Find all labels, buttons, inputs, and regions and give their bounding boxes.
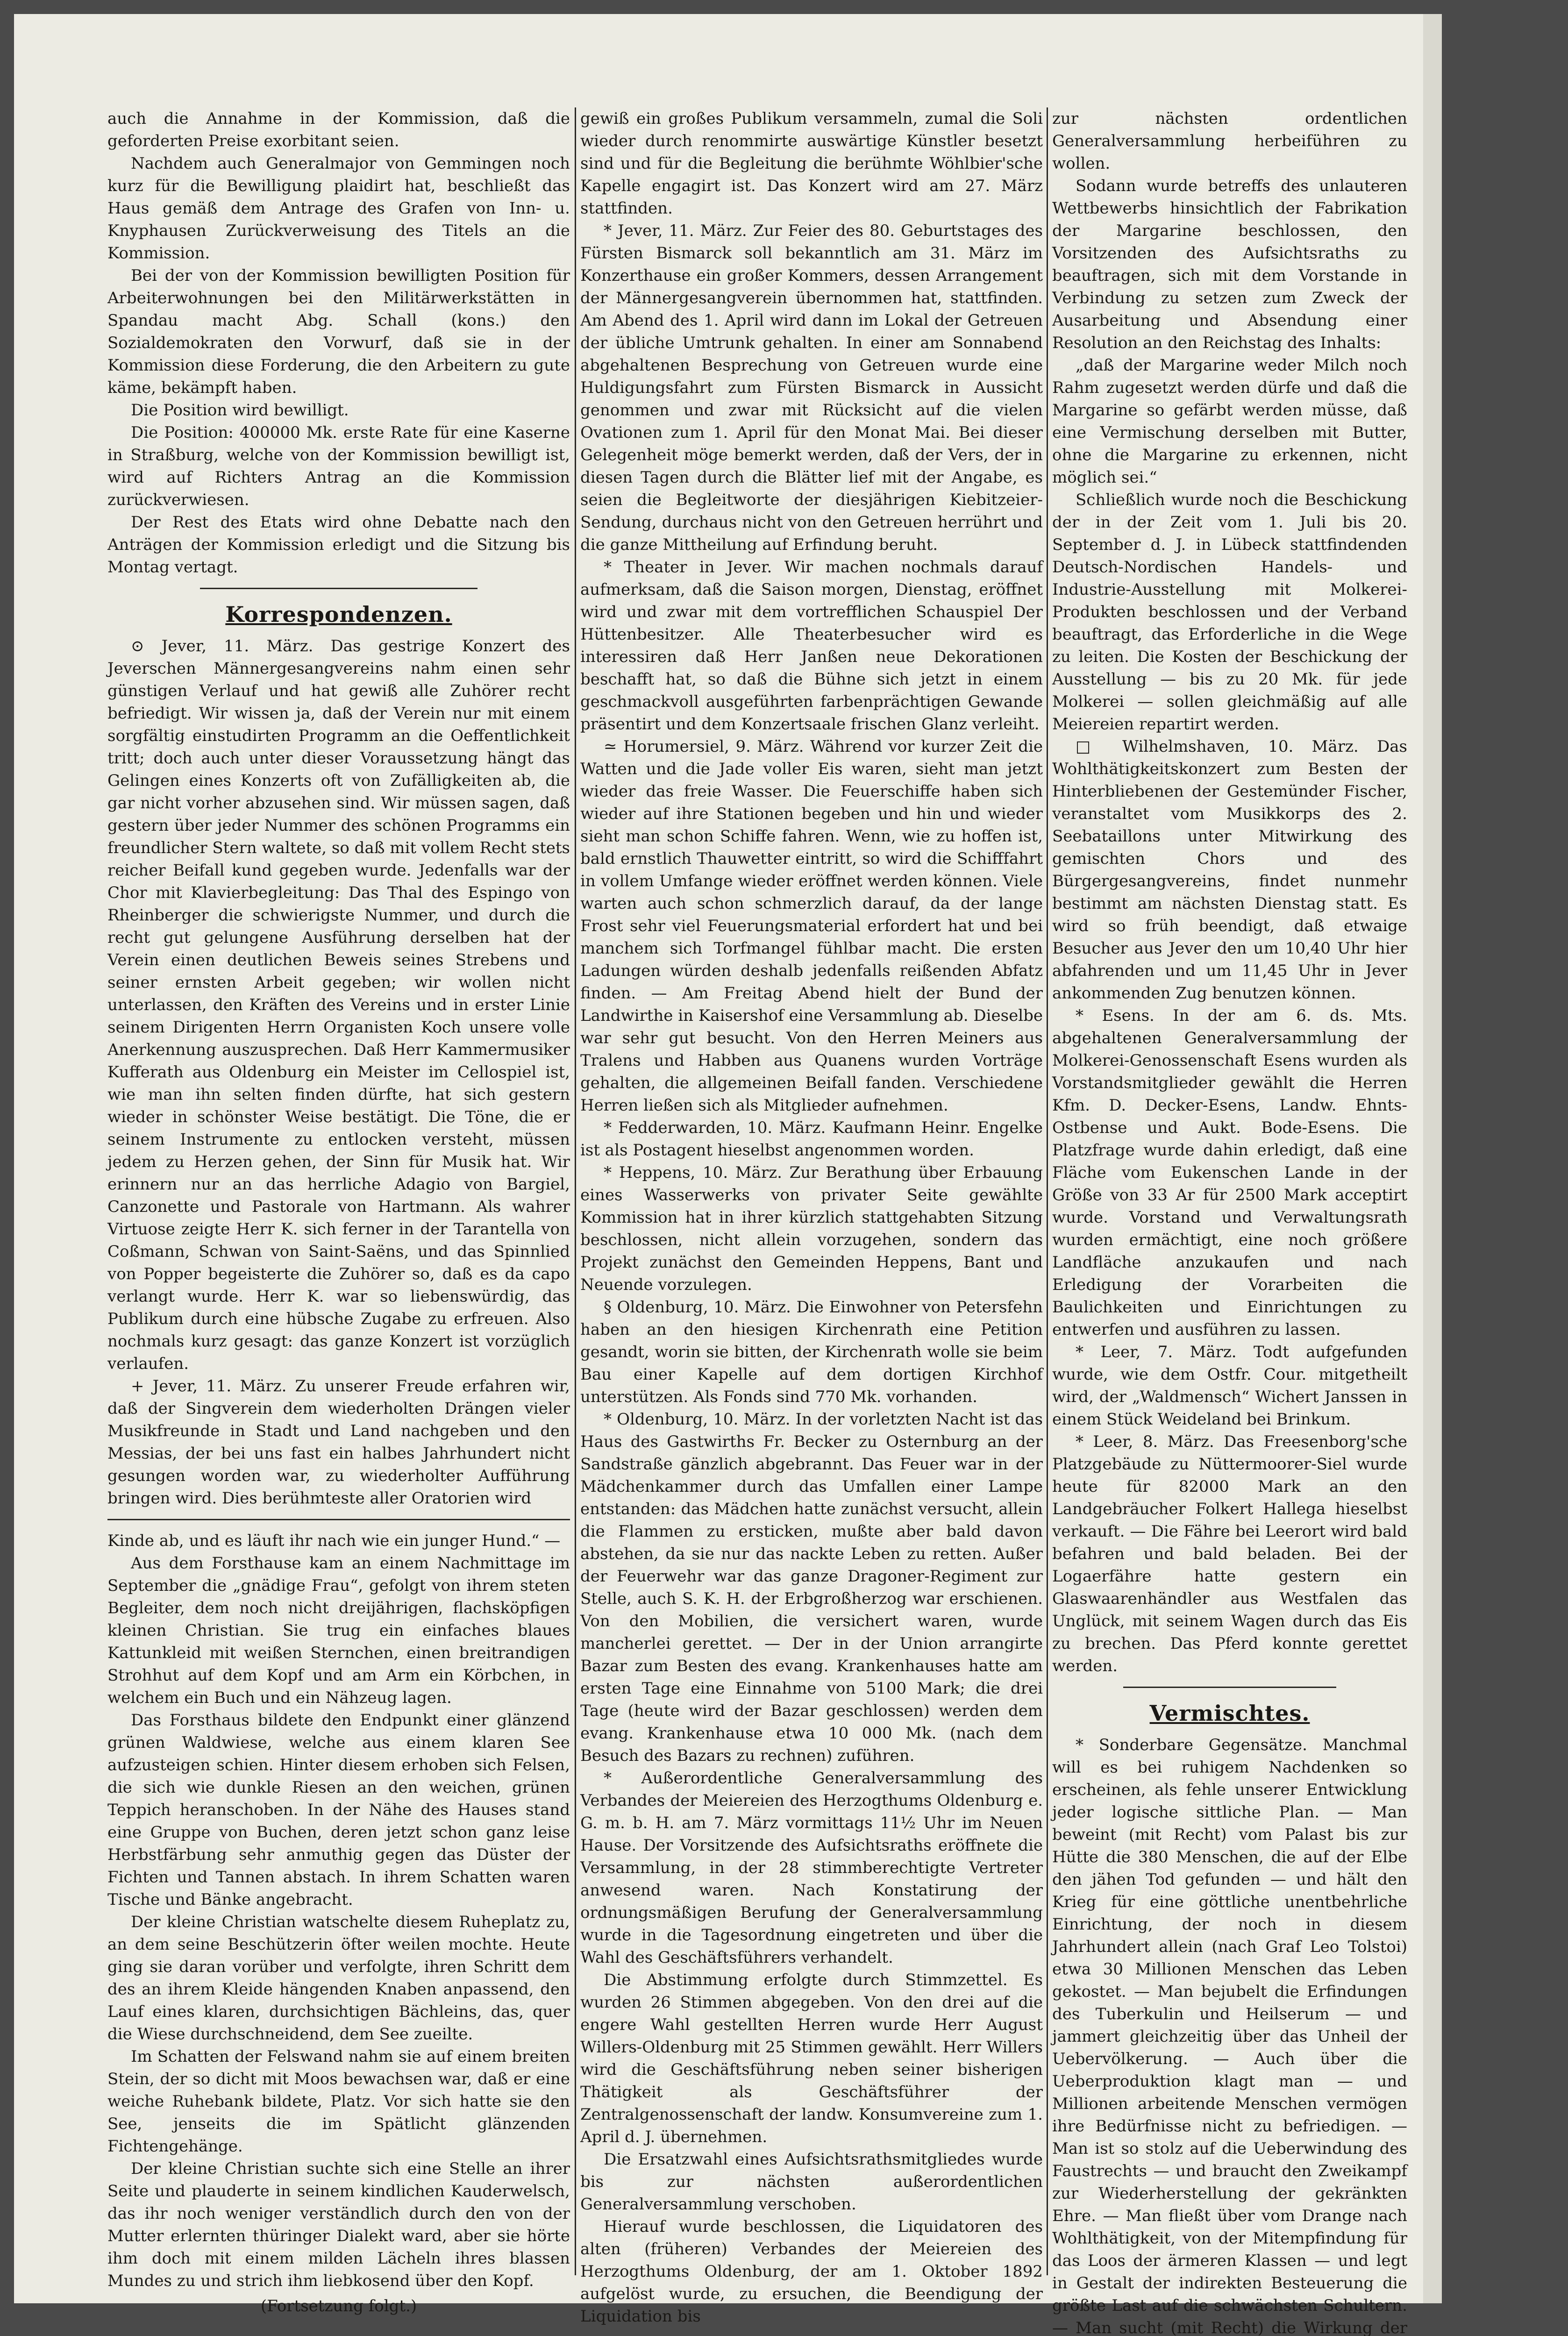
section-title-miscellaneous: Vermischtes.: [1149, 1701, 1310, 1726]
col2-para: * Außerordentliche Generalversammlung des Verbandes der Meiereien des Herzogthums Oldenburg e. G. m. b. H. am 7. März vormittags 11½ Uhr im Neuen Hause. Der Vorsitzende des Aufsichtsraths eröffnete die Versammlung, in der 28 stimmberechtigte Vertreter anwesend waren. Nach Konstatirung der ordnungsmäßigen Berufung der Generalversammlung wurde in die Tagesordnung eingetreten und über die Wahl des Geschäftsführers verhandelt.: [580, 1769, 1043, 1967]
col2-para: § Oldenburg, 10. März. Die Einwohner von Petersfehn haben an den hiesigen Kirchenrath eine Petition gesandt, worin sie bitten, der Kirchenrath wolle sie beim Bau einer Kapelle auf dem dortigen Kirchhof unterstützen. Als Fonds sind 770 Mk. vorhanden.: [580, 1298, 1043, 1406]
col2-para: Die Ersatzwahl eines Aufsichtsrathsmitgliedes wurde bis zur nächsten außerordentlichen Generalversammlung verschoben.: [580, 2150, 1043, 2214]
col2-para: * Theater in Jever. Wir machen nochmals darauf aufmerksam, daß die Saison morgen, Dienstag, eröffnet wird und zwar mit dem vortrefflichen Schauspiel Der Hüttenbesitzer. Alle Theaterbesucher wird es interessiren daß Herr Janßen neue Dekorationen beschafft hat, so daß die Bühne sich jetzt in einem geschmackvoll ausgeführten farbenprächtigen Gewande präsentirt und dem Konzertsaale frischen Glanz verleiht.: [580, 558, 1043, 734]
col2-para: Die Abstimmung erfolgte durch Stimmzettel. Es wurden 26 Stimmen abgegeben. Von den drei auf die engere Wahl gestellten Herren wurde Herr August Willers-Oldenburg mit 25 Stimmen gewählt. Herr Willers wird die Geschäftsführung neben seiner bisherigen Thätigkeit als Geschäftsführer der Zentralgenossenschaft der landw. Konsumvereine zum 1. April d. J. übernehmen.: [580, 1971, 1043, 2146]
col3-para: „daß der Margarine weder Milch noch Rahm zugesetzt werden dürfe und daß die Margarine so gefärbt werden müsse, daß eine Vermischung derselben mit Butter, ohne die Margarine zu erkennen, nicht möglich sei.“: [1052, 356, 1407, 487]
col3-para: * Leer, 8. März. Das Freesenborg'sche Platzgebäude zu Nüttermoorer-Siel wurde heute für 82000 Mark an den Landgebräucher Folkert Hallega hieselbst verkauft. — Die Fähre bei Leerort wird bald befahren und bald beladen. Bei der Logaerfähre hatte gestern ein Glaswaarenhändler aus Westfalen das Unglück, mit seinem Wagen durch das Eis zu brechen. Das Pferd konnte gerettet werden.: [1052, 1432, 1407, 1675]
col3-para: Schließlich wurde noch die Beschickung der in der Zeit vom 1. Juli bis 20. September d. J. in Lübeck stattfindenden Deutsch-Nordischen Handels- und Industrie-Ausstellung mit Molkerei-Produkten beschlossen und der Verband beauftragt, das Erforderliche in die Wege zu leiten. Die Kosten der Beschickung der Ausstellung — bis zu 20 Mk. für jede Molkerei — sollen gleichmäßig auf alle Meiereien repartirt werden.: [1052, 491, 1407, 734]
col3-para: * Esens. In der am 6. ds. Mts. abgehaltenen Generalversammlung der Molkerei-Genossenschaft Esens wurden als Vorstandsmitglieder gewählt die Herren Kfm. D. Decker-Esens, Landw. Ehnts-Ostbense und Aukt. Bode-Esens. Die Platzfrage wurde dahin erledigt, daß eine Fläche vom Eukenschen Lande in der Größe von 33 Ar für 2500 Mark acceptirt wurde. Vorstand und Verwaltungsrath wurden ermächtigt, eine noch größere Landfläche anzukaufen und nach Erledigung der Vorarbeiten die Baulichkeiten und Einrichtungen zu entwerfen und ausführen zu lassen.: [1052, 1006, 1407, 1339]
page-edge: [1423, 14, 1442, 2303]
col1-para: Bei der von der Kommission bewilligten Position für Arbeiterwohnungen bei den Militärwerkstätten in Spandau macht Abg. Schall (kons.) den Sozialdemokraten den Vorwurf, daß sie in der Kommission diese Forderung, die den Arbeitern zu gute käme, bekämpft haben.: [107, 266, 570, 397]
col2-para: * Jever, 11. März. Zur Feier des 80. Geburtstages des Fürsten Bismarck soll bekanntlich am 31. März im Konzerthause ein großer Kommers, dessen Arrangement der Männergesangverein übernommen hat, stattfinden. Am Abend des 1. April wird dann im Lokal der Getreuen der übliche Umtrunk gehalten. In einer am Sonnabend abgehaltenen Besprechung von Getreuen wurde eine Huldigungsfahrt zum Fürsten Bismarck in Aussicht genommen und zwar mit Rücksicht auf die vielen Ovationen zum 1. April für den Monat Mai. Bei dieser Gelegenheit möge bemerkt werden, daß der Vers, der in diesen Tagen durch die Blätter lief mit der Angabe, es seien die Begleitworte der diesjährigen Kiebitzeier-Sendung, durchaus nicht von den Getreuen herrührt und die ganze Mittheilung auf Erfindung beruht.: [580, 221, 1043, 554]
story-para: Aus dem Forsthause kam an einem Nachmittage im September die „gnädige Frau“, gefolgt von ihrem steten Begleiter, dem noch nicht dreijährigen, flachsköpfigen kleinen Christian. Sie trug ein einfaches blaues Kattunkleid mit weißen Sternchen, einen breitrandigen Strohhut auf dem Kopf und am Arm ein Körbchen, in welchem ein Buch und ein Nähzeug lagen.: [107, 1554, 570, 1707]
section-divider: [200, 588, 478, 589]
continued-note: (Fortsetzung folgt.): [260, 2297, 417, 2315]
col1-para: Die Position wird bewilligt.: [131, 401, 349, 420]
feuilleton-divider: [107, 1519, 570, 1520]
col3-para: Sodann wurde betreffs des unlauteren Wettbewerbs hinsichtlich der Fabrikation der Margarine beschlossen, den Vorsitzenden des Aufsichtsraths zu beauftragen, sich mit dem Vorstande in Verbindung zu setzen zum Zweck der Ausarbeitung und Absendung einer Resolution an den Reichstag des Inhalts:: [1052, 177, 1407, 352]
col3-para: zur nächsten ordentlichen Generalversammlung herbeiführen zu wollen.: [1052, 109, 1407, 173]
section-title-correspondence: Korrespondenzen.: [225, 602, 452, 627]
col1-report: + Jever, 11. März. Zu unserer Freude erfahren wir, daß der Singverein dem wiederholten Drängen vieler Musikfreunde in Stadt und Land nachgeben und den Messias, der bei uns fast ein halbes Jahrhundert nicht gesungen worden war, zu wiederholter Aufführung bringen wird. Dies berühmteste aller Oratorien wird: [107, 1377, 570, 1508]
story-para: Der kleine Christian watschelte diesem Ruheplatz zu, an dem seine Beschützerin öfter weilen mochte. Heute ging sie daran vorüber und verfolgte, ihren Schritt dem des an ihrem Kleide hängenden Knaben anpassend, den Lauf eines klaren, durchsichtigen Bächleins, das, quer die Wiese durchschneidend, dem See zueilte.: [107, 1913, 570, 2044]
col1-para: Der Rest des Etats wird ohne Debatte nach den Anträgen der Kommission erledigt und die Sitzung bis Montag vertagt.: [107, 513, 570, 577]
col1-report: ⊙ Jever, 11. März. Das gestrige Konzert des Jeverschen Männergesangvereins nahm einen sehr günstigen Verlauf und hat gewiß alle Zuhörer recht befriedigt. Wir wissen ja, daß der Verein nur mit einem sorgfältig einstudirten Programm an die Oeffentlichkeit tritt; doch auch unter dieser Voraussetzung hängt das Gelingen eines Konzerts oft von Zufälligkeiten ab, die gar nicht vorher abzusehen sind. Wir müssen sagen, daß gestern über jeder Nummer des schönen Programms ein freundlicher Stern waltete, so daß mit vollem Recht stets reicher Beifall kund gegeben wurde. Jedenfalls war der Chor mit Klavierbegleitung: Das Thal des Espingo von Rheinberger die schwierigste Nummer, und durch die recht gut gelungene Ausführung derselben hat der Verein einen deutlichen Beweis seines Strebens und seiner ernsten Arbeit gegeben; wir wollen nicht unterlassen, den Kräften des Vereins und in erster Linie seinem Dirigenten Herrn Organisten Koch unsere volle Anerkennung auszusprechen. Daß Herr Kammermusiker Kufferath aus Oldenburg ein Meister im Cellospiel ist, wie man ihn selten finden dürfte, hat sich gestern wieder in schönster Weise bestätigt. Die Töne, die er seinem Instrumente zu entlocken versteht, müssen jedem zu Herzen gehen, der Sinn für Musik hat. Wir erinnern nur an das herrliche Adagio von Bargiel, Canzonette und Pastorale von Hartmann. Als wahrer Virtuose zeigte Herr K. sich ferner in der Tarantella von Coßmann, Schwan von Saint-Saëns, und das Spinnlied von Popper begeisterte die Zuhörer so, daß es da capo verlangt wurde. Herr K. war so liebenswürdig, das Publikum durch eine hübsche Zugabe zu erfreuen. Also nochmals kurz gesagt: das ganze Konzert ist vorzüglich verlaufen.: [107, 637, 570, 1373]
column-rule: [575, 107, 576, 2275]
col2-para: * Fedderwarden, 10. März. Kaufmann Heinr. Engelke ist als Postagent hieselbst angenommen worden.: [580, 1118, 1043, 1160]
column-3: [1052, 107, 1407, 2336]
col2-para: * Heppens, 10. März. Zur Berathung über Erbauung eines Wasserwerks von privater Seite gewählte Kommission hat in ihrer kürzlich stattgehabten Sitzung beschlossen, nicht allein vorzugehen, sondern das Projekt zunächst den Gemeinden Heppens, Bant und Neuende vorzulegen.: [580, 1163, 1043, 1294]
col2-para: Hierauf wurde beschlossen, die Liquidatoren des alten (früheren) Verbandes der Meiereien des Herzogthums Oldenburg, der am 1. Oktober 1892 aufgelöst wurde, zu ersuchen, die Beendigung der Liquidation bis: [580, 2217, 1043, 2326]
column-2: [580, 107, 1043, 2326]
misc-para: * Sonderbare Gegensätze. Manchmal will es bei ruhigem Nachdenken so erscheinen, als fehle unserer Entwicklung jeder logische sittliche Plan. — Man beweint (mit Recht) vom Palast bis zur Hütte die 380 Menschen, die auf der Elbe den jähen Tod gefunden — und hält den Krieg für eine göttliche unentbehrliche Einrichtung, der noch in diesem Jahrhundert allein (nach Graf Leo Tolstoi) etwa 30 Millionen Menschen das Leben gekostet. — Man bejubelt die Erfindungen des Tuberkulin und Heilserum — und jammert gleichzeitig über das Unheil der Uebervölkerung. — Auch über die Ueberproduktion klagt man — und Millionen arbeitende Menschen vermögen ihre Bedürfnisse nicht zu befriedigen. — Man ist so stolz auf die Ueberwindung des Faustrechts — und braucht den Zweikampf zur Wiederherstellung der gekränkten Ehre. — Man fließt über vom Drange nach Wohlthätigkeit, von der Mitempfindung für das Loos der ärmeren Klassen — und legt in Gestalt der indirekten Besteuerung die größte Last auf die schwächsten Schultern. — Man sucht (mit Recht) die Wirkung der: [1052, 1736, 1407, 2336]
col2-para: ≃ Horumersiel, 9. März. Während vor kurzer Zeit die Watten und die Jade voller Eis waren, sieht man jetzt wieder das freie Wasser. Die Feuerschiffe haben sich wieder auf ihre Stationen begeben und hin und wieder sieht man schon Schiffe fahren. Wenn, wie zu hoffen ist, bald ernstlich Thauwetter eintritt, so wird die Schifffahrt in vollem Umfange wieder eröffnet werden können. Viele warten auch schon schmerzlich darauf, da der lange Frost sehr viel Feuerungsmaterial erfordert hat und bei manchem sich Torfmangel fühlbar macht. Die ersten Ladungen würden deshalb jedenfalls reißenden Abfatz finden. — Am Freitag Abend hielt der Bund der Landwirthe in Kaisershof eine Versammlung ab. Dieselbe war sehr gut besucht. Von den Herren Meiners aus Tralens und Habben aus Quanens wurden Vorträge gehalten, die allgemeinen Beifall fanden. Verschiedene Herren ließen sich als Mitglieder aufnehmen.: [580, 737, 1043, 1115]
col1-para: auch die Annahme in der Kommission, daß die geforderten Preise exorbitant seien.: [107, 109, 570, 150]
story-para: Das Forsthaus bildete den Endpunkt einer glänzend grünen Waldwiese, welche aus einem klaren See aufzusteigen schien. Hinter diesem erhoben sich Felsen, die sich wie dunkle Riesen an den weichen, grünen Teppich heranschoben. In der Nähe des Hauses stand eine Gruppe von Buchen, deren jetzt schon ganz leise Herbstfärbung sehr anmuthig gegen das Düster der Fichten und Tannen abstach. In ihrem Schatten waren Tische und Bänke angebracht.: [107, 1711, 570, 1909]
col1-para: Nachdem auch Generalmajor von Gemmingen noch kurz für die Bewilligung plaidirt hat, beschließt das Haus gemäß dem Antrage des Grafen von Inn- u. Knyphausen Zurückverweisung des Titels an die Kommission.: [107, 154, 570, 263]
story-para: Kinde ab, und es läuft ihr nach wie ein junger Hund.“ —: [107, 1531, 561, 1550]
story-para: Der kleine Christian suchte sich eine Stelle an ihrer Seite und plauderte in seinem kindlichen Kauderwelsch, das ihr noch weniger verständlich durch den von der Mutter erlernten thüringer Dialekt ward, aber sie hörte ihm doch mit einem milden Lächeln ihres blassen Mundes zu und strich ihm liebkosend über den Kopf.: [107, 2159, 570, 2290]
story-para: Im Schatten der Felswand nahm sie auf einem breiten Stein, der so dicht mit Moos bewachsen war, daß er eine weiche Ruhebank bildete, Platz. Vor sich hatte sie den See, jenseits die im Spätlicht glänzenden Fichtengehänge.: [107, 2047, 570, 2156]
col2-para: gewiß ein großes Publikum versammeln, zumal die Soli wieder durch renommirte auswärtige Künstler besetzt sind und für die Begleitung die berühmte Wöhlbier'sche Kapelle engagirt ist. Das Konzert wird am 27. März stattfinden.: [580, 109, 1043, 218]
col2-para: * Oldenburg, 10. März. In der vorletzten Nacht ist das Haus des Gastwirths Fr. Becker zu Osternburg an der Sandstraße gänzlich abgebrannt. Das Feuer war in der Mädchenkammer durch das Umfallen einer Lampe entstanden: das Mädchen hatte zunächst versucht, allein die Flammen zu ersticken, mußte aber bald davon abstehen, da sie nur das nackte Leben zu retten. Außer der Feuerwehr war das ganze Dragoner-Regiment zur Stelle, auch S. K. H. der Erbgroßherzog war erschienen. Von den Mobilien, die versichert waren, wurde mancherlei gerettet. — Der in der Union arrangirte Bazar zum Besten des evang. Krankenhauses hatte am ersten Tage eine Einnahme von 5100 Mark; die drei Tage (heute wird der Bazar geschlossen) werden dem evang. Krankenhause etwa 10 000 Mk. (nach dem Besuch des Bazars zu rechnen) zuführen.: [580, 1410, 1043, 1765]
col3-para: * Leer, 7. März. Todt aufgefunden wurde, wie dem Ostfr. Cour. mitgetheilt wird, der „Waldmensch“ Wichert Janssen in einem Stück Weideland bei Brinkum.: [1052, 1343, 1407, 1429]
column-rule: [1047, 107, 1048, 2275]
section-divider: [1123, 1687, 1336, 1688]
newspaper-page: [14, 14, 1423, 2336]
col1-para: Die Position: 400000 Mk. erste Rate für eine Kaserne in Straßburg, welche von der Kommission bewilligt ist, wird auf Richters Antrag an die Kommission zurückverwiesen.: [107, 423, 570, 509]
column-1: [107, 107, 570, 2315]
col3-para: □ Wilhelmshaven, 10. März. Das Wohlthätigkeitskonzert zum Besten der Hinterbliebenen der Gestemünder Fischer, veranstaltet vom Musikkorps des 2. Seebataillons unter Mitwirkung des gemischten Chors und des Bürgergesangvereins, findet nunmehr bestimmt am nächsten Dienstag statt. Es wird so früh beendigt, daß etwaige Besucher aus Jever den um 10,40 Uhr hier abfahrenden und um 11,45 Uhr in Jever ankommenden Zug benutzen können.: [1052, 737, 1407, 1003]
